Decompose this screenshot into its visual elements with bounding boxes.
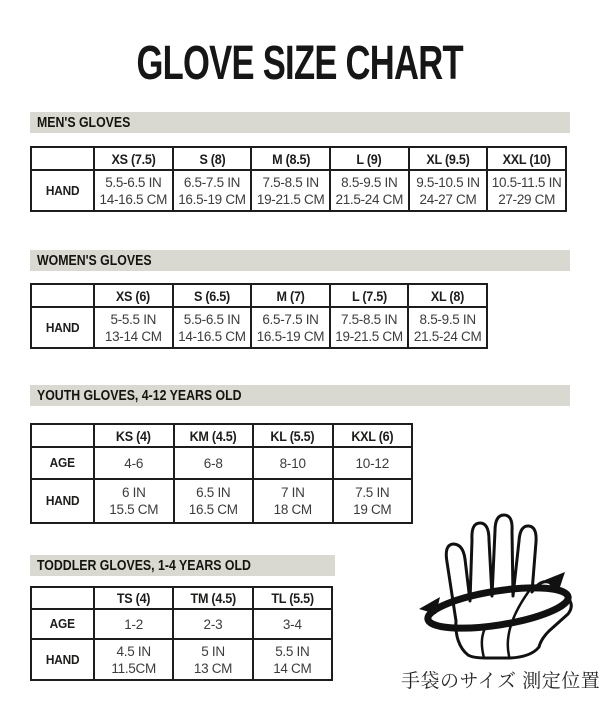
hand-measurement-cell <box>94 170 173 211</box>
age-row-label: AGE <box>31 609 94 639</box>
mens-size-table <box>30 146 567 212</box>
cm-value: 27-29 CM <box>498 191 556 207</box>
section-header-womens <box>30 250 570 271</box>
size-col-header: KL (5.5) <box>253 424 333 447</box>
youth-age-row <box>31 447 412 479</box>
hand-row-label: HAND <box>31 639 94 680</box>
hand-measurement-cell <box>330 307 409 348</box>
hand-row-label: HAND <box>31 479 94 523</box>
in-value: 7 IN <box>280 485 305 500</box>
size-col-header: TL (5.5) <box>253 587 332 609</box>
page-title-text: GLOVE SIZE CHART <box>136 37 464 90</box>
section-header-youth-label: YOUTH GLOVES, 4-12 YEARS OLD <box>37 388 242 404</box>
cm-value: 15.5 CM <box>109 502 159 517</box>
size-col-header: KXL (6) <box>333 424 413 447</box>
size-col-header: S (8) <box>173 147 252 170</box>
size-col-header: L (9) <box>330 147 409 170</box>
size-col-header: XS (7.5) <box>94 147 173 170</box>
toddler-hand-row <box>31 639 332 680</box>
hand-row-label: HAND <box>31 170 94 211</box>
hand-measurement-cell <box>333 479 413 523</box>
corner-cell <box>31 587 94 609</box>
mens-header-row <box>31 147 566 170</box>
hand-measurement-cell <box>251 307 330 348</box>
hand-measurement-cell <box>94 639 173 680</box>
in-value: 7.5-8.5 IN <box>340 311 398 327</box>
age-cell: 3-4 <box>253 609 332 639</box>
in-value: 5.5-6.5 IN <box>183 311 241 327</box>
youth-size-table <box>30 423 413 524</box>
size-col-header: KM (4.5) <box>174 424 254 447</box>
size-col-header: XL (8) <box>408 284 487 307</box>
hand-measurement-cell <box>253 479 333 523</box>
hand-measurement-cell <box>253 639 332 680</box>
hand-measurement-cell <box>408 307 487 348</box>
in-value: 6 IN <box>121 485 146 500</box>
size-col-header: XL (9.5) <box>409 147 488 170</box>
in-value: 4.5 IN <box>116 643 151 659</box>
cm-value: 11.5CM <box>111 660 156 676</box>
size-col-header: L (7.5) <box>330 284 409 307</box>
size-col-header: M (7) <box>251 284 330 307</box>
toddler-age-row <box>31 609 332 639</box>
cm-value: 19 CM <box>353 502 392 517</box>
in-value: 5 IN <box>201 643 225 659</box>
hand-measurement-cell <box>330 170 409 211</box>
in-value: 10.5-11.5 IN <box>491 174 562 190</box>
cm-value: 13 CM <box>193 660 233 676</box>
cm-value: 14-16.5 CM <box>178 328 246 344</box>
size-col-header: TS (4) <box>94 587 173 609</box>
in-value: 6.5-7.5 IN <box>262 311 319 327</box>
in-value: 7.5-8.5 IN <box>262 174 319 190</box>
hand-with-tape-icon <box>410 512 596 664</box>
section-header-mens-label: MEN'S GLOVES <box>37 115 131 131</box>
size-col-header: XXL (10) <box>487 147 566 170</box>
age-row-label: AGE <box>31 447 94 479</box>
in-value: 8.5-9.5 IN <box>419 311 476 327</box>
mens-hand-row <box>31 170 566 211</box>
hand-measurement-cell <box>487 170 566 211</box>
age-cell: 6-8 <box>174 447 254 479</box>
hand-measurement-cell <box>173 170 252 211</box>
size-col-header: TM (4.5) <box>173 587 252 609</box>
cm-value: 18 CM <box>273 502 312 517</box>
womens-size-table <box>30 283 488 349</box>
age-cell: 8-10 <box>253 447 333 479</box>
cm-value: 13-14 CM <box>104 328 162 344</box>
measurement-caption-jp: 手袋のサイズ 測定位置 <box>401 671 600 692</box>
in-value: 8.5-9.5 IN <box>341 174 398 190</box>
in-value: 5.5-6.5 IN <box>105 174 162 190</box>
age-cell: 1-2 <box>94 609 173 639</box>
size-col-header: KS (4) <box>94 424 174 447</box>
toddler-size-table <box>30 586 333 681</box>
corner-cell <box>31 147 94 170</box>
womens-hand-row <box>31 307 487 348</box>
womens-header-row <box>31 284 487 307</box>
hand-measurement-cell <box>94 307 173 348</box>
hand-measurement-cell <box>251 170 330 211</box>
age-cell: 2-3 <box>173 609 252 639</box>
age-cell: 4-6 <box>94 447 174 479</box>
youth-header-row <box>31 424 412 447</box>
in-value: 5.5 IN <box>275 643 310 659</box>
in-value: 9.5-10.5 IN <box>416 174 480 190</box>
size-col-header: S (6.5) <box>173 284 252 307</box>
section-header-youth <box>30 385 570 406</box>
size-col-header: M (8.5) <box>251 147 330 170</box>
toddler-header-row <box>31 587 332 609</box>
cm-value: 21.5-24 CM <box>413 328 482 344</box>
in-value: 5-5.5 IN <box>110 311 157 327</box>
cm-value: 16.5 CM <box>188 502 238 517</box>
cm-value: 16.5-19 CM <box>178 191 246 207</box>
age-cell: 10-12 <box>333 447 413 479</box>
section-header-toddler <box>30 555 335 576</box>
hand-measurement-cell <box>174 479 254 523</box>
hand-measure-illustration <box>410 512 596 664</box>
cm-value: 14-16.5 CM <box>99 191 168 207</box>
hand-row-label: HAND <box>31 307 94 348</box>
section-header-toddler-label: TODDLER GLOVES, 1-4 YEARS OLD <box>37 558 251 574</box>
cm-value: 19-21.5 CM <box>256 191 325 207</box>
hand-measurement-cell <box>173 307 252 348</box>
cm-value: 16.5-19 CM <box>256 328 325 344</box>
in-value: 6.5 IN <box>196 485 231 500</box>
hand-measurement-cell <box>173 639 252 680</box>
cm-value: 19-21.5 CM <box>335 328 403 344</box>
section-header-womens-label: WOMEN'S GLOVES <box>37 253 152 269</box>
hand-measurement-cell <box>409 170 488 211</box>
cm-value: 24-27 CM <box>419 191 477 207</box>
corner-cell <box>31 424 94 447</box>
corner-cell <box>31 284 94 307</box>
section-header-mens <box>30 112 570 133</box>
youth-hand-row <box>31 479 412 523</box>
cm-value: 14 CM <box>273 660 312 676</box>
size-col-header: XS (6) <box>94 284 173 307</box>
in-value: 7.5 IN <box>355 485 390 500</box>
page-title <box>0 36 600 91</box>
hand-measurement-cell <box>94 479 174 523</box>
in-value: 6.5-7.5 IN <box>183 174 241 190</box>
cm-value: 21.5-24 CM <box>335 191 404 207</box>
